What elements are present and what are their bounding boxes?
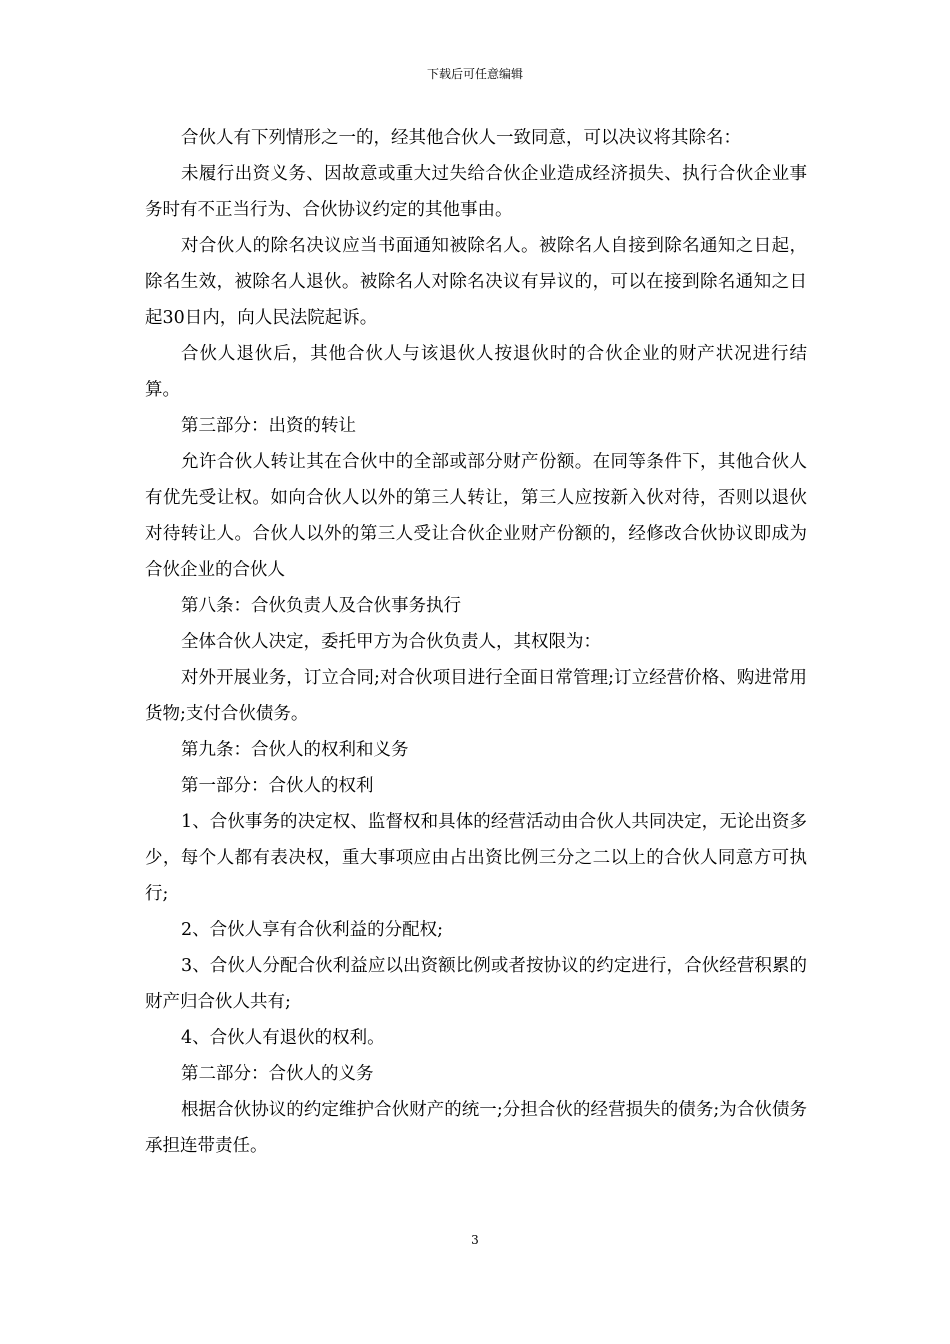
section-heading: 第一部分：合伙人的权利: [181, 776, 374, 796]
section-heading: 第三部分：出资的转让: [181, 416, 356, 436]
document-body: [145, 120, 807, 1164]
paragraph: 对合伙人的除名决议应当书面通知被除名人。被除名人自接到除名通知之日起，除名生效，被除名人退伙。被除名人对除名决议有异议的，可以在接到除名通知之日起30日内，向人民法院起诉。: [145, 236, 807, 328]
list-item: 2、合伙人享有合伙利益的分配权;: [181, 920, 444, 940]
section-heading: 第九条：合伙人的权利和义务: [181, 740, 409, 760]
page-number: 3: [471, 1233, 479, 1247]
paragraph: 对外开展业务，订立合同;对合伙项目进行全面日常管理;订立经营价格、购进常用货物;支付合伙债务。: [145, 668, 807, 724]
section-heading: 第二部分：合伙人的义务: [181, 1064, 374, 1084]
paragraph: 合伙人有下列情形之一的，经其他合伙人一致同意，可以决议将其除名：: [181, 128, 741, 148]
list-item: 1、合伙事务的决定权、监督权和具体的经营活动由合伙人共同决定，无论出资多少，每个人都有表决权，重大事项应由占出资比例三分之二以上的合伙人同意方可执行;: [145, 812, 807, 904]
list-item: 4、合伙人有退伙的权利。: [181, 1028, 385, 1048]
paragraph: 允许合伙人转让其在合伙中的全部或部分财产份额。在同等条件下，其他合伙人有优先受让权。如向合伙人以外的第三人转让，第三人应按新入伙对待，否则以退伙对待转让人。合伙人以外的第三人受让合伙企业财产份额的，经修改合伙协议即成为合伙企业的合伙人: [145, 452, 807, 580]
paragraph: 全体合伙人决定，委托甲方为合伙负责人，其权限为：: [181, 632, 601, 652]
paragraph: 根据合伙协议的约定维护合伙财产的统一;分担合伙的经营损失的债务;为合伙债务承担连带责任。: [145, 1100, 807, 1156]
paragraph: 合伙人退伙后，其他合伙人与该退伙人按退伙时的合伙企业的财产状况进行结算。: [145, 344, 807, 400]
paragraph: 未履行出资义务、因故意或重大过失给合伙企业造成经济损失、执行合伙企业事务时有不正当行为、合伙协议约定的其他事由。: [145, 164, 807, 220]
header-note: 下载后可任意编辑: [426, 67, 523, 81]
list-item: 3、合伙人分配合伙利益应以出资额比例或者按协议的约定进行，合伙经营积累的财产归合伙人共有;: [145, 956, 807, 1012]
section-heading: 第八条：合伙负责人及合伙事务执行: [181, 596, 461, 616]
